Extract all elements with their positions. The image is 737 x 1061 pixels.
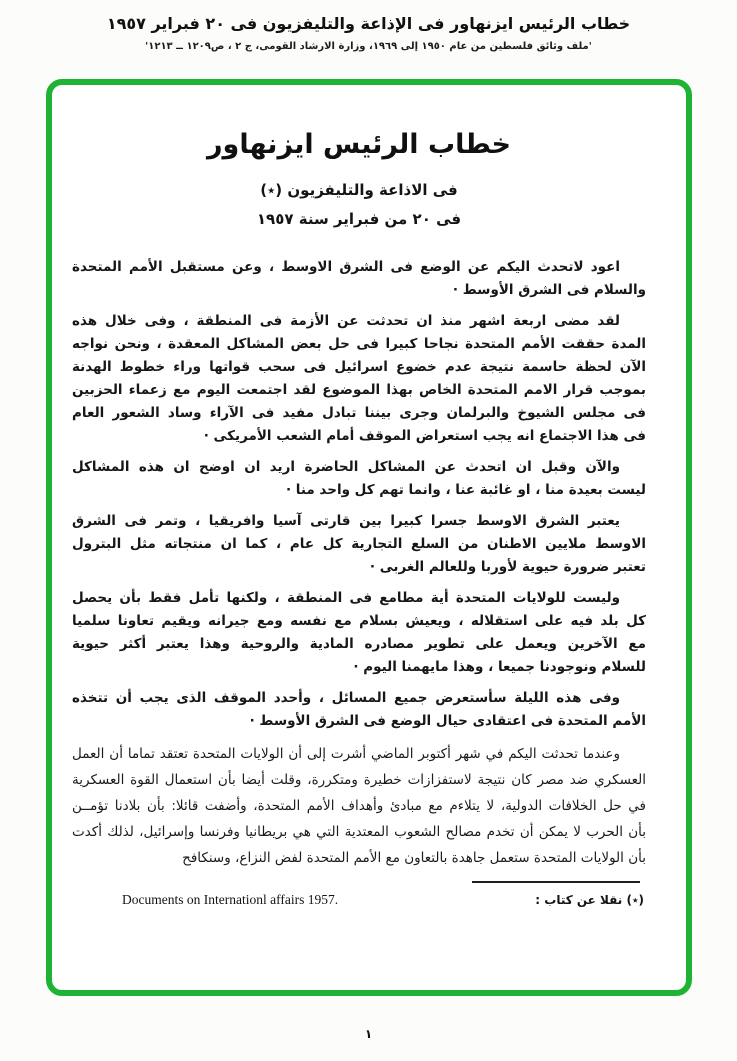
text-line: الاوسط ملايين الاطنان من السلع التجارية كل عام ، كما ان منتجاته مثل البترول: [72, 536, 646, 552]
page-header: [0, 14, 737, 52]
footnote: [72, 892, 646, 908]
paragraph: [72, 741, 646, 871]
text-line: المدة حققت الأمم المتحدة نجاحا كبيرا فى حل بعض المشاكل المعقدة ، ونحن نواجه: [72, 336, 646, 352]
text-line: اعود لاتحدث اليكم عن الوضع فى الشرق الاوسط ، وعن مستقبل الأمم المتحدة: [72, 259, 620, 275]
header-source-citation: 'ملف وثائق فلسطين من عام ١٩٥٠ إلى ١٩٦٩، وزارة الارشاد القومى، ج ٢ ، ص١٢٠٩ ــ ١٢١٣': [145, 41, 592, 52]
document-body: [72, 129, 646, 908]
text-line: فى مجلس الشيوخ والبرلمان وجرى بيننا تبادل مفيد فى الآراء وساد الشعور العام: [72, 405, 646, 421]
text-line: وفى هذه الليلة سأستعرض جميع المسائل ، وأحدد الموقف الذى يجب أن تتخذه: [72, 690, 620, 706]
text-line: كل بلد فيه على استقلاله ، ويعيش بسلام مع نفسه ومع جيرانه ويقيم تعاونا سلميا: [72, 613, 646, 629]
text-line: يعتبر الشرق الاوسط جسرا كبيرا بين قارتى آسيا وافريقيا ، وتمر فى الشرق: [72, 513, 620, 529]
paragraph: [72, 687, 646, 733]
text-line: ليست بعيدة منا ، او غائبة عنا ، وانما تهم كل واحد منا ·: [285, 482, 646, 498]
text-line: لقد مضى اربعة اشهر منذ ان تحدثت عن الأزمة فى المنطقة ، وفى خلال هذه: [72, 313, 620, 329]
text-line: بأن الحرب لا يمكن أن تخدم مصالح الشعوب المعتدية التي هي بريطانيا وفرنسا وإسرائيل، لذلك أكدت: [72, 824, 646, 840]
document-subtitle-date: فى ٢٠ من فبراير سنة ١٩٥٧: [256, 210, 462, 228]
footnote-marker: (٭) نقلا عن كتاب :: [535, 893, 644, 907]
text-line: بموجب قرار الامم المتحدة الخاص بهذا الموضوع لقد اجتمعت اليوم مع زعماء الحزبين: [72, 382, 646, 398]
footnote-reference: Documents on Internationl affairs 1957.: [122, 892, 339, 907]
paragraph: [72, 456, 646, 502]
text-line: مع الآخرين ويعمل على تطوير مصادره المادية والروحية وهذا يعتبر أكثر حيوية: [72, 636, 646, 652]
paragraphs-container: [72, 256, 646, 871]
text-line: وليست للولايات المتحدة أية مطامع فى المنطقة ، ولكنها تأمل فقط بأن يحصل: [72, 590, 620, 606]
text-line: في حل الخلافات الدولية، لا يتلاءم مع مبادئ وأهداف الأمم المتحدة، وأضفت قائلا: بأن بلادنا تؤمــن: [72, 798, 646, 814]
paragraph: [72, 256, 646, 302]
text-line: والآن وقبل ان اتحدث عن المشاكل الحاضرة اريد ان اوضح ان هذه المشاكل: [72, 459, 620, 475]
text-line: للسلام ونوجودنا جميعا ، وهذا مايهمنا اليوم ·: [353, 659, 646, 675]
document-title: خطاب الرئيس ايزنهاور: [207, 129, 511, 160]
text-line: الآن لحظة حاسمة نتيجة عدم خضوع اسرائيل فى سحب قواتها وراء خطوط الهدنة: [72, 359, 646, 375]
paragraph: [72, 310, 646, 448]
text-line: فى هذا الاجتماع انه يجب استعراض الموقف أمام الشعب الأمريكى ·: [203, 428, 646, 444]
page-number: ١: [364, 1027, 373, 1041]
text-line: الأمم المتحدة فى اعتقادى حيال الوضع فى الشرق الأوسط ·: [249, 713, 646, 729]
text-line: تعتبر ضرورة حيوية لأوربا وللعالم الغربى ·: [369, 559, 646, 575]
footnote-divider: [472, 881, 640, 883]
document-subtitle-medium: فى الاذاعة والتليفزيون (٭): [260, 181, 458, 199]
header-title: خطاب الرئيس ايزنهاور فى الإذاعة والتليفزيون فى ٢٠ فبراير ١٩٥٧: [106, 14, 631, 33]
paragraph: [72, 510, 646, 579]
text-line: وعندما تحدثت اليكم في شهر أكتوبر الماضي أشرت إلى أن الولايات المتحدة تعتقد تماما أن العمل: [72, 746, 620, 762]
text-line: والسلام فى الشرق الأوسط ·: [452, 282, 646, 298]
document-frame: [46, 79, 692, 996]
text-line: بأن الولايات المتحدة ستعمل جاهدة بالتعاون مع الأمم المتحدة لفض النزاع، وسنكافح: [182, 850, 646, 866]
text-line: العسكري ضد مصر كان نتيجة لاستفزازات خطيرة ومتكررة، وقلت أيضا بأن استعمال القوة العسكرية: [72, 772, 646, 788]
paragraph: [72, 587, 646, 679]
